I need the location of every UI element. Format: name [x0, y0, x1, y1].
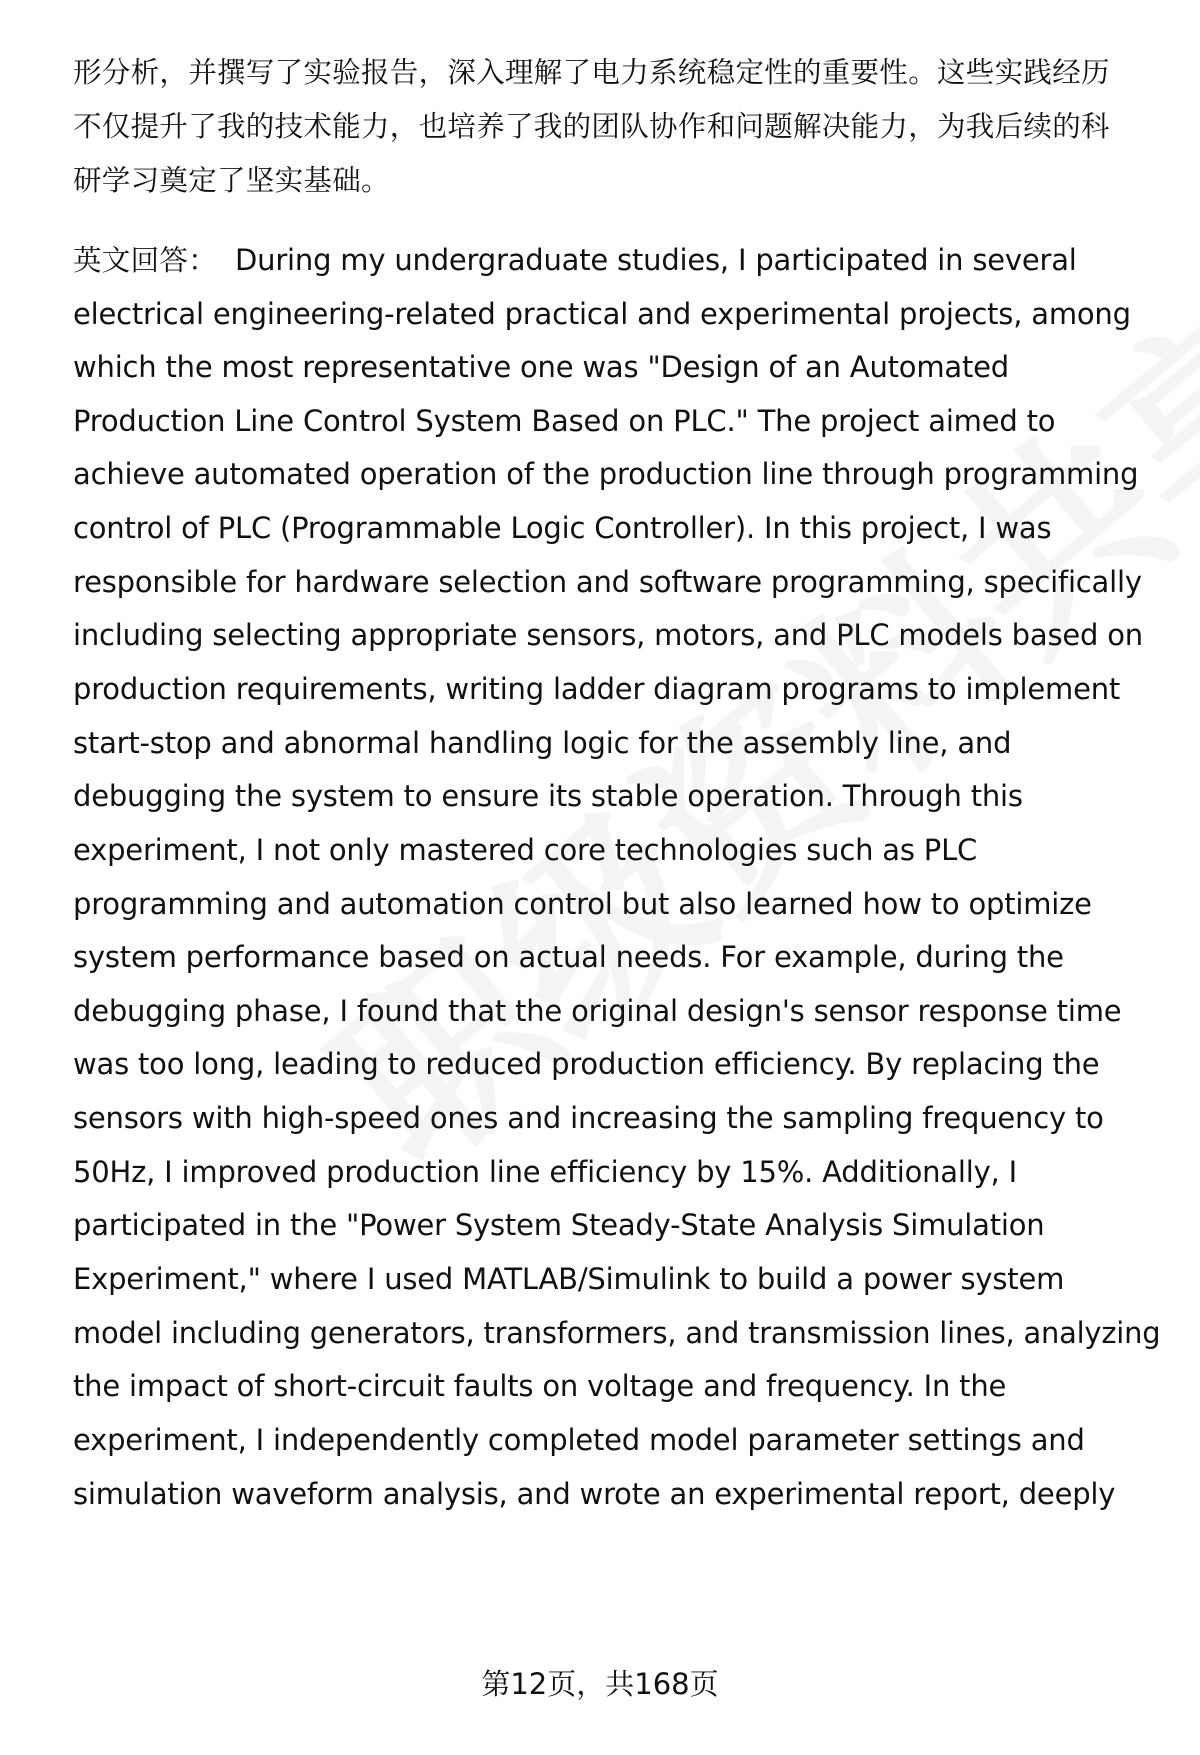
cn-line-3: 研学习奠定了坚实基础。	[73, 164, 390, 197]
en-line-19: participated in the "Power System Steady-State Analysis Simulation	[73, 1208, 1045, 1242]
en-line-6: control of PLC (Programmable Logic Controller). In this project, I was	[73, 511, 1052, 545]
en-line-23: experiment, I independently completed model parameter settings and	[73, 1423, 1085, 1457]
en-line-21: model including generators, transformers, and transmission lines, analyzing	[73, 1316, 1161, 1350]
en-line-24: simulation waveform analysis, and wrote an experimental report, deeply	[73, 1477, 1116, 1511]
en-line-18: 50Hz, I improved production line efficiency by 15%. Additionally, I	[73, 1155, 1017, 1189]
en-line-10: start-stop and abnormal handling logic for the assembly line, and	[73, 726, 1012, 760]
en-line-3: which the most representative one was "Design of an Automated	[73, 350, 1009, 384]
en-line-22: the impact of short-circuit faults on voltage and frequency. In the	[73, 1369, 1007, 1403]
en-line-14: system performance based on actual needs. For example, during the	[73, 940, 1064, 974]
en-line-16: was too long, leading to reduced production efficiency. By replacing the	[73, 1047, 1100, 1081]
en-line-9: production requirements, writing ladder diagram programs to implement	[73, 672, 1121, 706]
en-line-7: responsible for hardware selection and software programming, specifically	[73, 565, 1142, 599]
cn-line-1: 形分析，并撰写了实验报告，深入理解了电力系统稳定性的重要性。这些实践经历	[73, 56, 1110, 89]
en-line-15: debugging phase, I found that the original design's sensor response time	[73, 994, 1122, 1028]
en-line-1-text: During my undergraduate studies, I participated in several	[235, 243, 1077, 277]
en-line-4: Production Line Control System Based on PLC." The project aimed to	[73, 404, 1056, 438]
answer-label: 英文回答：	[73, 244, 218, 277]
en-line-5: achieve automated operation of the production line through programming	[73, 457, 1139, 491]
cn-line-2: 不仅提升了我的技术能力，也培养了我的团队协作和问题解决能力，为我后续的科	[73, 110, 1110, 143]
en-line-11: debugging the system to ensure its stable operation. Through this	[73, 779, 1023, 813]
en-line-1	[73, 240, 1077, 280]
page-footer: 第12页，共168页	[481, 1667, 719, 1701]
en-line-2: electrical engineering-related practical and experimental projects, among	[73, 297, 1131, 331]
en-line-17: sensors with high-speed ones and increasing the sampling frequency to	[73, 1101, 1104, 1135]
en-line-20: Experiment," where I used MATLAB/Simulink to build a power system	[73, 1262, 1065, 1296]
en-line-8: including selecting appropriate sensors, motors, and PLC models based on	[73, 618, 1143, 652]
en-line-12: experiment, I not only mastered core technologies such as PLC	[73, 833, 978, 867]
en-line-13: programming and automation control but also learned how to optimize	[73, 887, 1092, 921]
